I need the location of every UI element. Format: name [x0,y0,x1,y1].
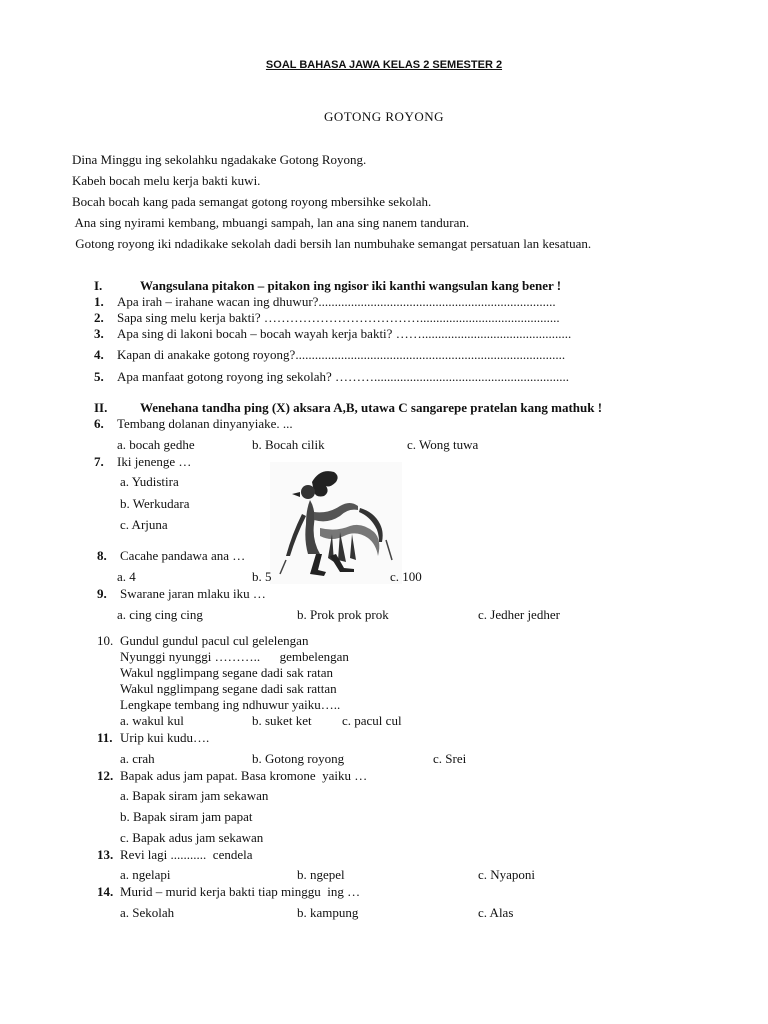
option-a: a. bocah gedhe [117,437,195,452]
option-a: a. ngelapi [120,867,171,882]
question-text: Murid – murid kerja bakti tiap minggu ing … [120,884,361,899]
question-number: 6. [94,416,104,431]
question-text: Revi lagi ........... cendela [120,847,253,862]
question-number: 2. [94,310,104,325]
option-c: c. pacul cul [342,713,402,728]
section-2-instruction: Wenehana tandha ping (X) aksara A,B, utawa C sangarepe pratelan kang mathuk ! [140,400,603,415]
question-number: 12. [97,768,114,783]
option-c: c. Jedher jedher [478,607,560,622]
song-line: Wakul ngglimpang segane dadi sak ratan [120,665,334,680]
song-line: Nyunggi nyunggi ……….. gembelengan [120,649,349,664]
option-b: b. Prok prok prok [297,607,389,622]
option-c: c. 100 [390,569,422,584]
option-c: c. Wong tuwa [407,437,479,452]
question-text: Apa sing di lakoni bocah – bocah wayah kerja bakti? …….............................................. [117,326,572,341]
question-number: 3. [94,326,104,341]
question-number: 9. [97,586,107,601]
paragraph-line: Dina Minggu ing sekolahku ngadakake Gotong Royong. [72,152,367,167]
option-a: a. Bapak siram jam sekawan [120,788,269,803]
song-line: Lengkape tembang ing ndhuwur yaiku….. [120,697,341,712]
option-c: c. Bapak adus jam sekawan [120,830,264,845]
question-number: 13. [97,847,114,862]
option-b: b. Bocah cilik [252,437,325,452]
question-number: 10. [97,633,114,648]
option-b: b. Bapak siram jam papat [120,809,253,824]
option-a: a. Yudistira [120,474,179,489]
section-1-roman: I. [94,278,103,293]
option-b: b. Gotong royong [252,751,345,766]
paragraph-line: Gotong royong iki ndadikake sekolah dadi bersih lan numbuhake semangat persatuan lan kesatuan. [72,236,592,251]
option-a: a. crah [120,751,155,766]
song-line: Gundul gundul pacul cul gelelengan [120,633,309,648]
option-c: c. Nyaponi [478,867,536,882]
option-c: c. Alas [478,905,514,920]
question-number: 8. [97,548,107,563]
option-a: a. cing cing cing [117,607,203,622]
option-b: b. Werkudara [120,496,190,511]
question-text: Bapak adus jam papat. Basa kromone yaiku … [120,768,368,783]
question-text: Urip kui kudu…. [120,730,210,745]
option-b: b. suket ket [252,713,312,728]
option-c: c. Srei [433,751,467,766]
question-number: 7. [94,454,104,469]
question-text: Cacahe pandawa ana … [120,548,246,563]
paragraph-line: Kabeh bocah melu kerja bakti kuwi. [72,173,261,188]
document-title: SOAL BAHASA JAWA KELAS 2 SEMESTER 2 [265,59,503,71]
question-text: Tembang dolanan dinyanyiake. ... [117,416,293,431]
paragraph-line: Bocah bocah kang pada semangat gotong royong mbersihke sekolah. [72,194,432,209]
question-number: 5. [94,369,104,384]
wayang-puppet-icon [270,462,402,584]
question-text: Swarane jaran mlaku iku … [120,586,266,601]
question-text: Iki jenenge … [117,454,192,469]
option-b: b. ngepel [297,867,345,882]
section-2-roman: II. [94,400,108,415]
option-a: a. Sekolah [120,905,175,920]
option-a: a. 4 [117,569,136,584]
question-text: Apa irah – irahane wacan ing dhuwur?......................................................................... [117,294,556,309]
question-text: Apa manfaat gotong royong ing sekolah? ………............................................................ [117,369,570,384]
question-text: Kapan di anakake gotong royong?................................................................................... [117,347,566,362]
option-c: c. Arjuna [120,517,168,532]
question-number: 14. [97,884,114,899]
question-number: 1. [94,294,104,309]
paragraph-line: Ana sing nyirami kembang, mbuangi sampah, lan ana sing nanem tanduran. [72,215,470,230]
question-number: 4. [94,347,104,362]
option-b: b. 5 [252,569,272,584]
option-b: b. kampung [297,905,359,920]
question-text: Sapa sing melu kerja bakti? ………………………………........................................... [117,310,560,325]
question-number: 11. [97,730,113,745]
section-1-instruction: Wangsulana pitakon – pitakon ing ngisor iki kanthi wangsulan kang bener ! [140,278,562,293]
passage-heading: GOTONG ROYONG [323,109,444,124]
song-line: Wakul ngglimpang segane dadi sak rattan [120,681,337,696]
option-a: a. wakul kul [120,713,184,728]
